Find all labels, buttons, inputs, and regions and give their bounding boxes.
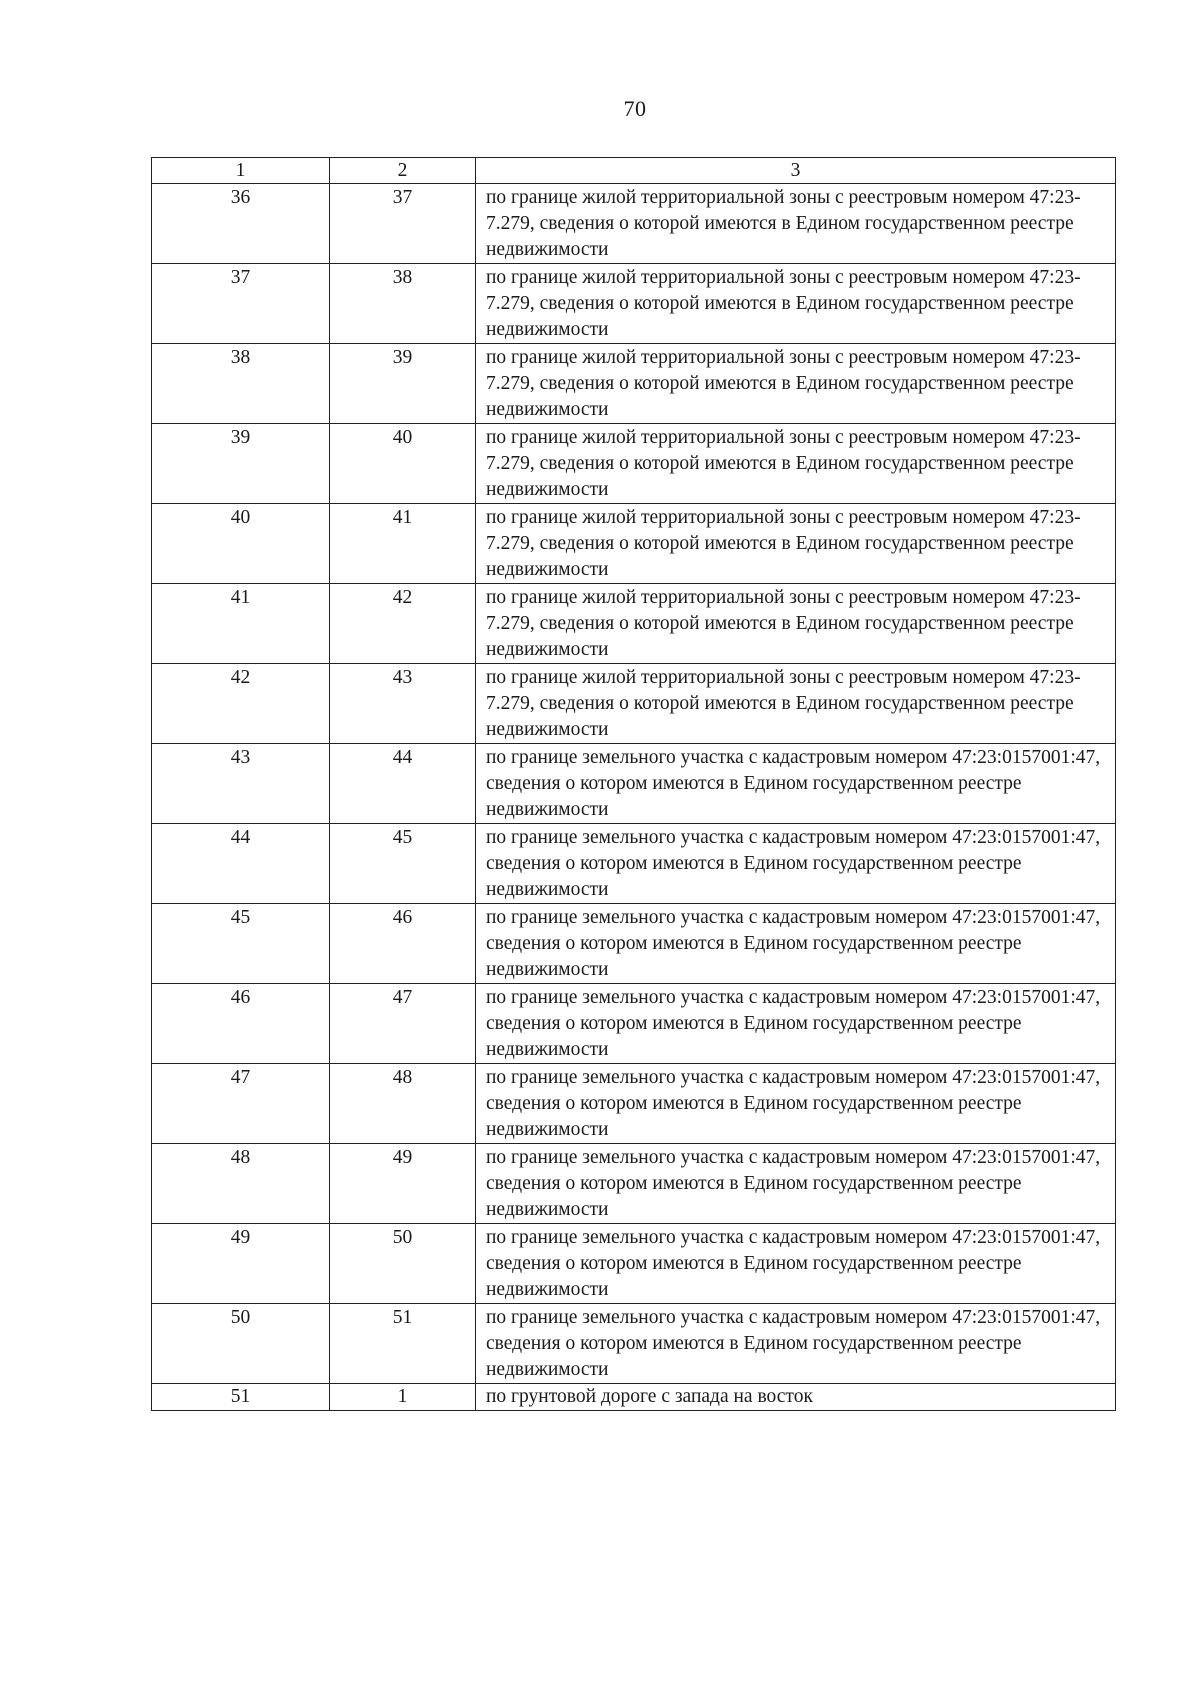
cell-description: по границе жилой территориальной зоны с реестровым номером 47:23-7.279, сведения о которой имеются в Едином государственном реестре недвижимости	[476, 664, 1116, 744]
table-row	[152, 984, 1116, 1064]
cell-to-point: 40	[330, 424, 476, 504]
cell-from-point: 40	[152, 504, 330, 584]
cell-description: по границе земельного участка с кадастровым номером 47:23:0157001:47, сведения о котором имеются в Едином государственном реестре недвижимости	[476, 1144, 1116, 1224]
cell-description: по границе земельного участка с кадастровым номером 47:23:0157001:47, сведения о котором имеются в Едином государственном реестре недвижимости	[476, 744, 1116, 824]
boundary-description-table	[151, 157, 1116, 1411]
table-row	[152, 904, 1116, 984]
cell-from-point: 45	[152, 904, 330, 984]
column-header-to: 2	[330, 158, 476, 184]
table-row	[152, 824, 1116, 904]
table-row	[152, 1384, 1116, 1411]
cell-from-point: 36	[152, 184, 330, 264]
cell-description: по границе жилой территориальной зоны с реестровым номером 47:23-7.279, сведения о которой имеются в Едином государственном реестре недвижимости	[476, 264, 1116, 344]
cell-from-point: 43	[152, 744, 330, 824]
cell-description: по границе жилой территориальной зоны с реестровым номером 47:23- 7.279, сведения о которой имеются в Едином государственном реестре недвижимости	[476, 424, 1116, 504]
cell-from-point: 39	[152, 424, 330, 504]
cell-to-point: 50	[330, 1224, 476, 1304]
table-row	[152, 344, 1116, 424]
cell-description: по границе жилой территориальной зоны с реестровым номером 47:23- 7.279, сведения о которой имеются в Едином государственном реестре недвижимости	[476, 584, 1116, 664]
cell-to-point: 49	[330, 1144, 476, 1224]
table-row	[152, 1304, 1116, 1384]
cell-from-point: 48	[152, 1144, 330, 1224]
cell-to-point: 45	[330, 824, 476, 904]
cell-description: по границе земельного участка с кадастровым номером 47:23:0157001:47, сведения о котором имеются в Едином государственном реестре недвижимости	[476, 1064, 1116, 1144]
cell-to-point: 39	[330, 344, 476, 424]
cell-from-point: 44	[152, 824, 330, 904]
table-row	[152, 744, 1116, 824]
cell-from-point: 50	[152, 1304, 330, 1384]
cell-from-point: 51	[152, 1384, 330, 1411]
cell-description: по границе земельного участка с кадастровым номером 47:23:0157001:47, сведения о котором имеются в Едином государственном реестре недвижимости	[476, 824, 1116, 904]
cell-to-point: 1	[330, 1384, 476, 1411]
table-row	[152, 264, 1116, 344]
cell-description: по границе жилой территориальной зоны с реестровым номером 47:23- 7.279, сведения о которой имеются в Едином государственном реестре недвижимости	[476, 184, 1116, 264]
cell-to-point: 51	[330, 1304, 476, 1384]
cell-from-point: 37	[152, 264, 330, 344]
cell-description: по границе земельного участка с кадастровым номером 47:23:0157001:47, сведения о котором имеются в Едином государственном реестре недвижимости	[476, 1304, 1116, 1384]
cell-to-point: 48	[330, 1064, 476, 1144]
cell-to-point: 37	[330, 184, 476, 264]
cell-description: по границе земельного участка с кадастровым номером 47:23:0157001:47, сведения о котором имеются в Едином государственном реестре недвижимости	[476, 1224, 1116, 1304]
table-row	[152, 1064, 1116, 1144]
table-header-row	[152, 158, 1116, 184]
page-number: 70	[623, 96, 647, 121]
cell-to-point: 41	[330, 504, 476, 584]
cell-from-point: 41	[152, 584, 330, 664]
cell-description: по границе земельного участка с кадастровым номером 47:23:0157001:47, сведения о котором имеются в Едином государственном реестре недвижимости	[476, 904, 1116, 984]
cell-from-point: 42	[152, 664, 330, 744]
cell-description: по границе жилой территориальной зоны с реестровым номером 47:23- 7.279, сведения о которой имеются в Едином государственном реестре недвижимости	[476, 504, 1116, 584]
cell-from-point: 47	[152, 1064, 330, 1144]
cell-from-point: 46	[152, 984, 330, 1064]
table-row	[152, 1224, 1116, 1304]
cell-to-point: 42	[330, 584, 476, 664]
cell-description: по границе жилой территориальной зоны с реестровым номером 47:23- 7.279, сведения о которой имеются в Едином государственном реестре недвижимости	[476, 344, 1116, 424]
column-header-from: 1	[152, 158, 330, 184]
cell-from-point: 38	[152, 344, 330, 424]
cell-to-point: 46	[330, 904, 476, 984]
cell-from-point: 49	[152, 1224, 330, 1304]
column-header-description: 3	[476, 158, 1116, 184]
cell-to-point: 44	[330, 744, 476, 824]
table-row	[152, 424, 1116, 504]
table-row	[152, 184, 1116, 264]
cell-to-point: 38	[330, 264, 476, 344]
table-row	[152, 504, 1116, 584]
cell-description: по грунтовой дороге с запада на восток	[476, 1384, 1116, 1411]
cell-description: по границе земельного участка с кадастровым номером 47:23:0157001:47, сведения о котором имеются в Едином государственном реестре недвижимости	[476, 984, 1116, 1064]
table-row	[152, 1144, 1116, 1224]
cell-to-point: 47	[330, 984, 476, 1064]
cell-to-point: 43	[330, 664, 476, 744]
table-row	[152, 664, 1116, 744]
table-row	[152, 584, 1116, 664]
